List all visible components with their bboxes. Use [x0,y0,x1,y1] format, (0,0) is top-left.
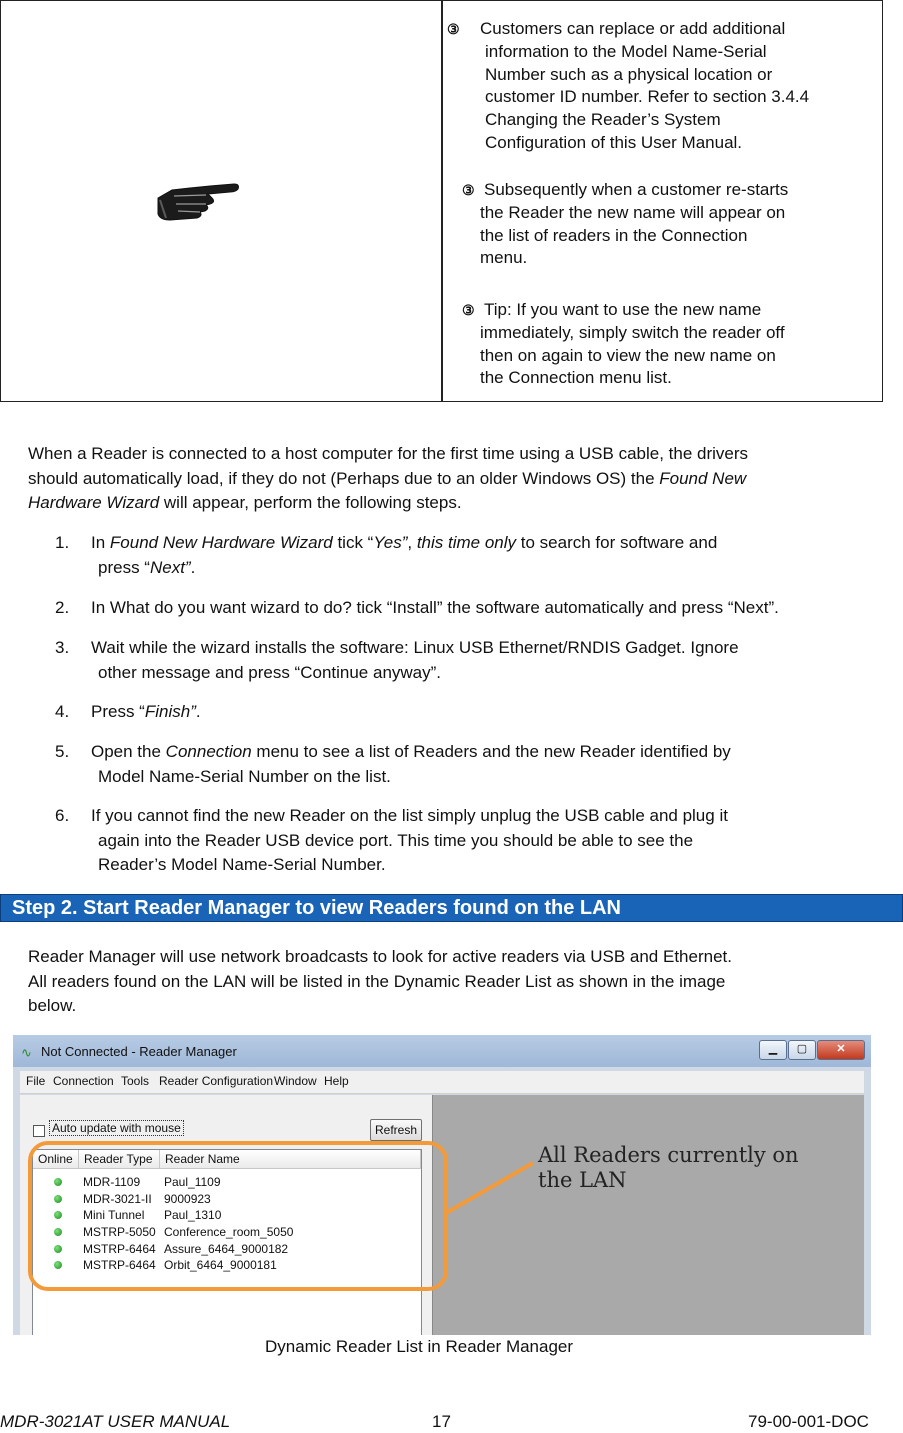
step-text-part: to search for software and [516,533,718,552]
step2-line: All readers found on the LAN will be listed in the Dynamic Reader List as shown in the image [28,971,726,991]
step-number: 1. [55,533,70,552]
intro-line [28,491,748,516]
step-number: 5. [55,742,70,761]
column-header-reader-name[interactable]: Reader Name [160,1150,421,1169]
reader-name-cell: Paul_1310 [164,1208,222,1222]
tip-3-line: the Connection menu list. [480,368,672,388]
step-number: 6. [55,806,70,825]
tip-3-line: immediately, simply switch the reader off [480,322,785,342]
tip-1-line: information to the Model Name-Serial [485,41,767,61]
column-header-reader-type[interactable]: Reader Type [79,1150,160,1169]
reader-type-cell: MSTRP-6464 [83,1258,156,1272]
step-text-part: . [190,557,196,577]
step-text [91,740,731,765]
footer-right: 79-00-001-DOC [748,1412,869,1431]
step-emphasis: Finish” [144,702,196,721]
tip-2-line: the Reader the new name will appear on [480,202,786,222]
tip-1-line: Configuration of this User Manual. [485,133,743,152]
step-continuation: again into the Reader USB device port. This time you should be able to see the [98,830,694,850]
step-text-part: press “ [98,557,150,577]
step-text-part: tick “ [332,533,374,552]
tip-3-line: then on again to view the new name on [480,345,776,365]
reader-name-cell: Conference_room_5050 [164,1225,294,1239]
circled-three-icon: ③ [462,182,475,198]
maximize-icon[interactable]: ▢ [788,1040,816,1060]
footer-page-number: 17 [432,1412,451,1431]
step-text-part: Open the [91,742,166,761]
reader-name-cell: 9000923 [164,1192,211,1206]
step-text [91,531,717,556]
menu-connection[interactable]: Connection [53,1074,114,1088]
step2-line: below. [28,996,77,1015]
step-emphasis: Found New Hardware Wizard [109,533,333,552]
circled-three-icon: ③ [447,21,460,37]
step-text [91,700,201,725]
step-emphasis: Next” [149,557,191,577]
step-text-part: . [195,702,201,721]
step-text: If you cannot find the new Reader on the list simply unplug the USB cable and plug it [91,806,728,825]
tip-2-line: menu. [480,248,528,268]
reader-type-cell: MSTRP-5050 [83,1225,156,1239]
intro-emphasis: Hardware Wizard [28,493,160,512]
reader-type-cell: MDR-3021-II [83,1192,152,1206]
step-text: Wait while the wizard installs the software: Linux USB Ethernet/RNDIS Gadget. Ignore [91,638,739,657]
intro-text: will appear, perform the following steps. [159,493,462,512]
section-heading-bar [0,894,903,922]
auto-update-label: Auto update with mouse [49,1120,184,1136]
intro-line [28,467,748,492]
circled-three-icon: ③ [462,302,475,318]
intro-line: When a Reader is connected to a host computer for the first time using a USB cable, the drivers [28,444,749,463]
refresh-button[interactable]: Refresh [370,1119,422,1141]
menu-help[interactable]: Help [324,1074,349,1088]
step-number: 3. [55,638,70,657]
step-text-part: In [91,533,110,552]
step-text-part: Press “ [91,702,145,721]
step2-line: Reader Manager will use network broadcasts to look for active readers via USB and Ethernet. [28,947,732,966]
menu-reader-configuration[interactable]: Reader Configuration [159,1074,274,1088]
step-emphasis: Connection [165,742,252,761]
tip-1-line: customer ID number. Refer to section 3.4.4 [485,87,810,107]
step-emphasis: Yes” [373,533,408,552]
reader-name-cell: Assure_6464_9000182 [164,1242,289,1256]
reader-name-cell: Paul_1109 [164,1175,221,1189]
tip-3-line: Tip: If you want to use the new name [484,300,762,319]
window-title: Not Connected - Reader Manager [41,1044,237,1059]
step2-paragraph [28,945,732,1019]
step-number: 4. [55,702,70,721]
step-emphasis: this time only [416,533,517,552]
step-text: In What do you want wizard to do? tick “Install” the software automatically and press “Next”. [91,598,779,617]
reader-type-cell: MDR-1109 [83,1175,141,1189]
section-heading: Step 2. Start Reader Manager to view Readers found on the LAN [12,897,622,919]
intro-emphasis: Found New [659,468,747,488]
menu-tools[interactable]: Tools [121,1074,150,1088]
step-text-part: , [407,533,417,552]
callout-line: the LAN [538,1168,627,1192]
note-divider [441,1,443,401]
step-number: 2. [55,598,70,617]
step-continuation: other message and press “Continue anyway”. [98,662,442,682]
reader-type-cell: MSTRP-6464 [83,1242,156,1256]
reader-type-cell: Mini Tunnel [83,1208,145,1222]
figure-caption: Dynamic Reader List in Reader Manager [265,1337,574,1356]
reader-name-cell: Orbit_6464_9000181 [164,1258,277,1272]
step-continuation: Reader’s Model Name-Serial Number. [98,855,386,874]
reader-manager-screenshot [13,1035,871,1335]
column-header-online[interactable]: Online [33,1150,79,1169]
close-icon[interactable]: ✕ [817,1040,865,1060]
highlight-box [30,1143,446,1289]
tip-1-line: Changing the Reader’s System [485,110,721,130]
tip-1-line: Number such as a physical location or [485,64,773,84]
menu-window[interactable]: Window [274,1074,317,1088]
tip-2-line: the list of readers in the Connection [480,225,748,245]
footer-left: MDR-3021AT USER MANUAL [0,1412,231,1431]
callout-annotation [538,1143,799,1193]
step-text-part: menu to see a list of Readers and the new Reader identified by [251,742,731,761]
pointing-hand-icon [150,176,242,224]
menu-file[interactable]: File [26,1074,46,1088]
intro-paragraph [28,442,748,516]
highlight-arrow [446,1163,533,1213]
tip-2-line: Subsequently when a customer re-starts [484,180,789,199]
step-continuation: Model Name-Serial Number on the list. [98,766,391,786]
app-pulse-icon: ∿ [21,1045,32,1060]
step-continuation [98,556,195,581]
intro-text: should automatically load, if they do not (Perhaps due to an older Windows OS) the [28,468,660,488]
callout-line: All Readers currently on [538,1143,799,1167]
tip-1-line: Customers can replace or add additional [480,19,786,38]
minimize-icon[interactable]: ▁ [759,1040,787,1060]
